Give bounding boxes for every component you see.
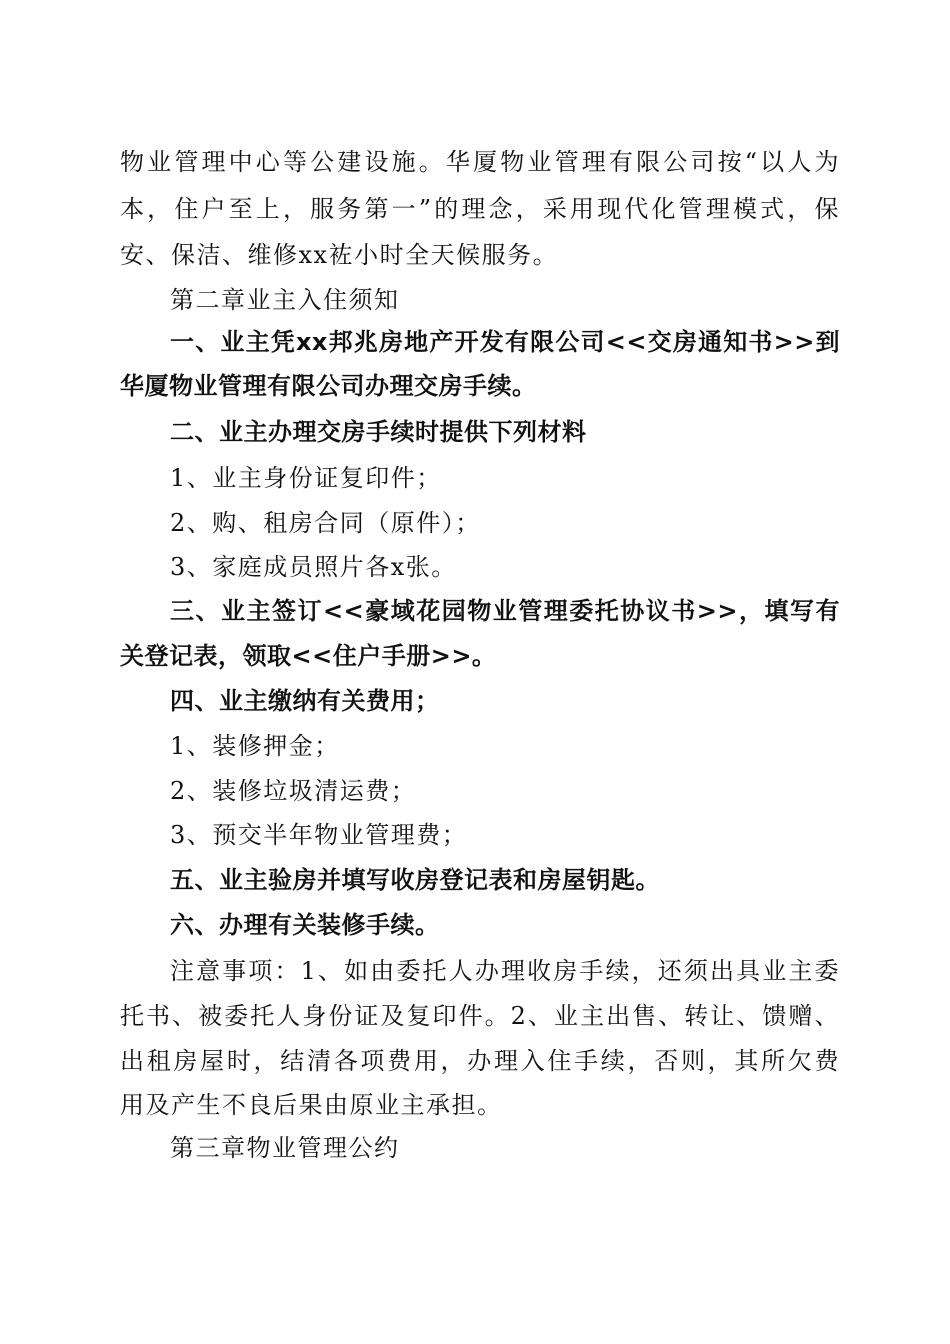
item-4-list-item: 2、装修垃圾清运费； (170, 777, 417, 805)
item-1-line-2: 华厦物业管理有限公司办理交房手续。 (120, 372, 537, 400)
item-4-list-item: 1、装修押金； (170, 732, 340, 760)
item-2-list-item: 2、购、租房合同（原件）； (170, 509, 481, 537)
intro-line-1: 物业管理中心等公建设施。华厦物业管理有限公司按“以人为 (120, 148, 840, 176)
item-4-list-item: 3、预交半年物业管理费； (170, 821, 468, 849)
item-1-line-1: 一、业主凭xx邦兆房地产开发有限公司<<交房通知书>>到 (170, 328, 840, 356)
chapter-2-title: 第二章业主入住须知 (170, 286, 400, 314)
chapter-3-title: 第三章物业管理公约 (170, 1134, 400, 1162)
notes-line-3: 出租房屋时，结清各项费用，办理入住手续，否则，其所欠费 (120, 1047, 840, 1075)
notes-line-2: 托书、被委托人身份证及复印件。2、业主出售、转让、馈赠、 (120, 1002, 840, 1030)
notes-line-4: 用及产生不良后果由原业主承担。 (120, 1091, 503, 1119)
notes-line-1: 注意事项：1、如由委托人办理收房手续，还须出具业主委 (170, 957, 840, 985)
item-2-list-item: 3、家庭成员照片各x张。 (170, 553, 457, 581)
item-5: 五、业主验房并填写收房登记表和房屋钥匙。 (170, 866, 660, 894)
item-6: 六、办理有关装修手续。 (170, 911, 440, 939)
item-4-heading: 四、业主缴纳有关费用； (170, 687, 440, 715)
item-2-list-item: 1、业主身份证复印件； (170, 464, 442, 492)
item-3-line-1: 三、业主签订<<豪域花园物业管理委托协议书>>，填写有 (170, 597, 840, 625)
item-3-line-2: 关登记表，领取<<住户手册>>。 (120, 642, 497, 670)
intro-line-2: 本，住户至上，服务第一”的理念，采用现代化管理模式，保 (120, 195, 840, 223)
item-2-heading: 二、业主办理交房手续时提供下列材料 (170, 418, 587, 446)
intro-line-3: 安、保洁、维修xx袏小时全天候服务。 (120, 241, 559, 269)
